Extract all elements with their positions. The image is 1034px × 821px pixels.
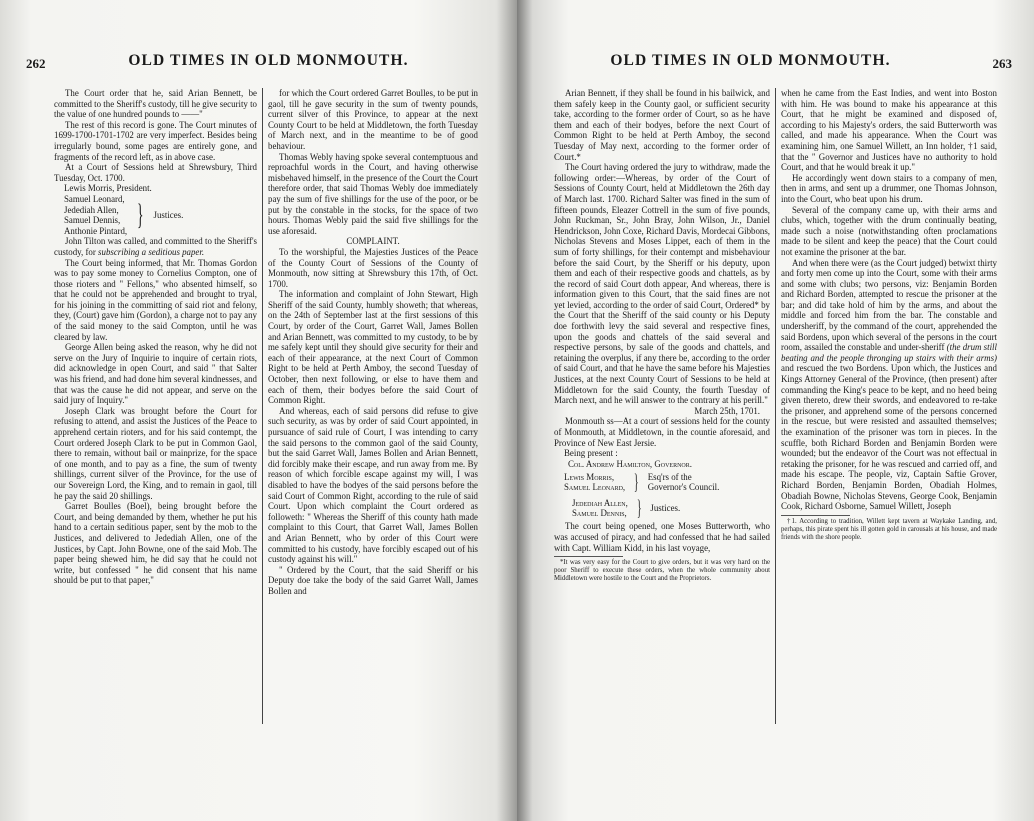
- paragraph: The court being opened, one Moses Butterworth, who was accused of piracy, and had confessed that he had sailed with Capt. William Kidd, in his last voyage,: [554, 521, 770, 553]
- council-label: Governor's Council.: [647, 482, 720, 493]
- justices-label: Justices.: [650, 503, 681, 514]
- paragraph: Monmouth ss—At a court of sessions held for the county of Monmouth, at Middletown, in the countie aforesaid, and Province of New East Jersie.: [554, 416, 770, 448]
- paragraph: Thomas Webly having spoke several contemptuous and reproachful words in the Court, and having otherwise misbehaved himself, in the presence of the Court the Court therefore order, that said Thomas Webly doe immediately pay the sum of five shillings for the use of the poor, or be put by the constable in the stocks, for the space of two hours. Thomas Webly paid the said five shillings for the use aforesaid.: [268, 151, 478, 236]
- paragraph: The rest of this record is gone. The Court minutes of 1699-1700-1701-1702 are very imperfect. Besides being irregularly bound, some pages are entirely gone, and fragments of the record left, as in above case.: [54, 119, 257, 162]
- justice-name: Anthonie Pintard,: [64, 225, 128, 236]
- council-brace: [564, 469, 770, 495]
- footnote-rule: [781, 515, 850, 516]
- right-column-1: [554, 88, 770, 728]
- right-column-2: [781, 88, 997, 728]
- justices-label: Justices.: [153, 209, 184, 220]
- column-rule: [262, 88, 263, 724]
- justices-brace: [564, 495, 770, 521]
- paragraph: George Allen being asked the reason, why he did not serve on the Jury of Inquirie to inquire of certain riots, did acknowledge in open Court, and said " that Salter was his friend, and had done him several kindnesses, and that was the cause he did not appear, and serve on the said jury of Inquiry.": [54, 342, 257, 406]
- paragraph: The information and complaint of John Stewart, High Sheriff of the said County, humbly showeth; that whereas, on the 24th of September last at the first sessions of this Court, by order of the Court, Garret Wall, James Bollen and Arian Bennett, was committed to my custody, to be by me safely kept until they should give security for their and each of their appearance, at the next Court of Common Right to be held at Perth Amboy, the second Tuesday of October, then next following, or else to have them and each of them, their bodyes before the said Court of Common Right.: [268, 289, 478, 406]
- paragraph: Several of the company came up, with their arms and clubs, which, together with the drum continually beating, made such a noise (notwithstanding often proclamations made to be silent and keep the peace) that the Court could not examine the prisoner at the bar.: [781, 204, 997, 257]
- justice-name: Samuel Leonard,: [64, 193, 125, 204]
- justice-name: Samuel Dennis,: [572, 508, 627, 519]
- council-label: Esq'rs of the: [647, 471, 692, 482]
- page-number: 263: [992, 56, 1012, 71]
- footnote: [554, 559, 770, 583]
- footnote: [781, 518, 997, 542]
- right-page-header: [517, 52, 1034, 74]
- paragraph: when he came from the East Indies, and went into Boston with him. He was bound to make his appearance at this Court, that he might be examined and disposed of, according to his Majesty's orders, the said Butterworth was called, and made his appearance. When the Court was examining him, one Samuel Willett, an Inn holder, †1 said, that the " Governor and Justices have no authority to hold Court, and that he would break it up.": [781, 88, 997, 173]
- paragraph: [781, 258, 997, 512]
- justice-name: Jedediah Allen,: [572, 497, 628, 508]
- council-name: Lewis Morris,: [564, 471, 615, 482]
- brace-glyph: }: [137, 198, 144, 232]
- left-column-1: [54, 88, 257, 728]
- paragraph: [54, 236, 257, 257]
- right-page: [517, 0, 1034, 821]
- italic-span: (the drum still beating and the people thronging up stairs with their arms): [781, 342, 997, 363]
- court-members: [54, 183, 257, 236]
- paragraph: for which the Court ordered Garret Boulles, to be put in gaol, till he gave security in the sum of twenty pounds, current silver of this Province, to appear at the next County Court to be held at Middletown, the forth Tuesday of March next, and in the meantime to be of good behaviour.: [268, 88, 478, 151]
- justice-name: Jedediah Allen,: [64, 204, 119, 215]
- left-column-2: [268, 88, 478, 728]
- court-present: [554, 448, 770, 521]
- italic-span: subscribing a seditious paper.: [98, 246, 205, 257]
- brace-glyph: }: [634, 469, 639, 495]
- page-number: 262: [26, 56, 46, 71]
- paragraph: And whereas, each of said persons did refuse to give such security, as was by order of said Court appointed, in pursuance of said rule of Court, I was intending to carry the said persons to the common gaol of the said County, but the said Garret Wall, James Bollen and Arian Bennett, did forcibly make their escape, and run away from me. By reason of which forcible escape against my will, I was disabled to have the bodyes of the said persons before the said Court of Common Right, according to the rule of said Court. Upon which complaint the Court ordered as followeth: " Whereas the Sheriff of this county hath made complaint to this Court, that Garret Wall, James Bollen and Arian Bennett, who by order of this Court were committed to his custody, have forcibly escaped out of his custody against his will.": [268, 405, 478, 565]
- footnote-rule: [554, 556, 623, 557]
- left-page-columns: [54, 88, 480, 728]
- present-line: Being present :: [564, 448, 618, 459]
- running-title: OLD TIMES IN OLD MONMOUTH.: [610, 52, 891, 69]
- footnote-text: †1. According to tradition, Willett kept tavern at Waykake Landing, and, perhaps, this pirate spent his ill gotten gold in carousals at his house, and made friends with the shore people.: [781, 517, 997, 541]
- paragraph: At a Court of Sessions held at Shrewsbury, Third Tuesday, Oct. 1700.: [54, 162, 257, 183]
- section-heading: COMPLAINT.: [346, 236, 400, 247]
- text-span: and rescued the two Bordens. Upon which, the Justices and Kings Attorney General of the Province, (then present) after commanding the King's peace to be kept, and no heed being given thereto, drew their swords, and endeavored to re-take the prisoner, and apprehend some of the persons concerned in the rescue, but were resisted and assaulted themselves; the examination of the prisoner was torn in pieces. In the scuffle, both Richard Borden and Benjamin Borden were wounded; but the endeavor of the Court was not effectual in retaking the prisoner, for he was rescued and carried off, and made his escape. The people, viz, Captain Saftie Grover, Richard Borden, Benjamin Borden, Obadiah Holmes, Obadiah Bowne, Nicholas Stevens, George Cook, Benjamin Cook, Richard Osborne, Samuel Willett, Joseph: [781, 363, 997, 512]
- column-rule: [775, 88, 776, 724]
- text-span: John Tilton was called, and committed to the Sheriff's custody, for: [54, 236, 257, 257]
- right-page-columns: [554, 88, 1009, 728]
- council-name: Samuel Leonard,: [564, 482, 626, 493]
- paragraph: To the worshipful, the Majesties Justices of the Peace of the County Court of Sessions of the County of Monmouth, now sitting at Shrewsbury this 17th, of Oct. 1700.: [268, 246, 478, 289]
- running-title: OLD TIMES IN OLD MONMOUTH.: [128, 52, 409, 69]
- paragraph: He accordingly went down stairs to a company of men, then in arms, and sent up a drummer, one Thomas Johnson, into the Court, who beat upon his drum.: [781, 172, 997, 204]
- governor-line: Col. Andrew Hamilton, Governor.: [568, 458, 692, 469]
- paragraph: The Court having ordered the jury to withdraw, made the following order:—Whereas, by order of the Court of Sessions of County Court, held at Middletown the 26th day of March last. 1700. Richard Salter was fined in the sum of fifteen pounds, Eleazer Cottrell in the sum of five pounds, John Ruckman, Sr., John Bray, John Wilson, Jr., Daniel Hendrickson, John Coxe, Richard Davis, Mordecai Gibbons, Nicholas Stevens and Moses Lippet, each of them in the sum of forty shillings, for their contempt and misbehaviour before the said Court, by the Sheriff or his deputy, upon them and each of their respective goods and chattels, as by the record of said Court doth appear, And whereas, there is information given to this Court, that the said fines are not yet levied, according to the order of said Court, Ordered* by the Court that the Sheriff of the said county or his Deputy doe forthwith levy the said several and respective fines, upon the goods and chattels of the said several and respective persons, by sale of the goods and chattels, and retaining the overplus, if any there be, according to the order of said Court, and that he have the same before his Majesties Justices, at the next County Court of Sessions to be held at Middletown for the said County, the fourth Tuesday of March next, and he will answer to the contrary at his perill.": [554, 162, 770, 406]
- justice-name: Samuel Dennis,: [64, 215, 121, 226]
- paragraph: The Court order that he, said Arian Bennett, be committed to the Sheriff's custody, till he give security to the value of one hundred pounds to ——": [54, 88, 257, 120]
- paragraph: Garret Boulles (Boel), being brought before the Court, and being demanded by them, whether he put his hand to a certain seditious paper, sent by the mob to the Justices, and delivered to Jedediah Allen, one of the Justices, by Capt. John Bowne, one of the said Mob. The paper being shewed him, he did say that he could not write, but confessed " he did consent that his name should be put to that paper,": [54, 501, 257, 586]
- paragraph: The Court being informed, that Mr. Thomas Gordon was to pay some money to Cornelius Compton, one of those rioters and " Fellons," who absented himself, so that he could not be apprehended and brought to tryal, for his joining in the committing of said riot and felony, they, (Court) gave him (Gordon), a charge not to pay any of the said money to the said Compton, until he was cleared by law.: [54, 257, 257, 342]
- paragraph: Joseph Clark was brought before the Court for refusing to attend, and assist the Justices of the Peace to apprehend certain rioters, and for his said contempt, the Court ordered Joseph Clark to be put in Common Gaol, there to remain, without bail or mainprize, for the space of one month, and to pay as a fine, the sum of twenty shillings, current silver of the Province, for the use of our Sovereign Lord, the King, and to remain in gaol, till he pay the said 20 shillings.: [54, 405, 257, 501]
- brace-glyph: }: [636, 495, 642, 521]
- president-line: Lewis Morris, President.: [64, 183, 152, 194]
- text-span: And when there were (as the Court judged) betwixt thirty and forty men come up into the Court, some with their arms and some with clubs; two persons, viz: Benjamin Borden and Richard Borden, attempted to rescue the prisoner at the bar; and did take hold of him by the arms, and about the middle and forced him from the bar. The constable and undersheriff, by the command of the court, apprehended the said Bordens, upon which several of the persons in the court room, assailed the constable and under-sheriff: [781, 257, 997, 353]
- paragraph: " Ordered by the Court, that the said Sheriff or his Deputy doe take the body of the said Garret Wall, James Bollen and: [268, 564, 478, 596]
- left-page-header: [0, 52, 517, 74]
- date-line: March 25th, 1701.: [694, 405, 760, 416]
- paragraph: Arian Bennett, if they shall be found in his bailwick, and them safely keep in the County gaol, or sufficient security take, according to the former order of Court, so as he have them and each of their bodyes, before the next Court of Common Right to be held at Perth Amboy, the second Tuesday of May next, according to the former order of Court.*: [554, 88, 770, 162]
- footnote-text: *It was very easy for the Court to give orders, but it was very hard on the poor Sheriff to execute these orders, when the whole community about Middletown were hostile to the Court and the Proprietors.: [554, 559, 770, 583]
- justices-brace: [64, 194, 257, 236]
